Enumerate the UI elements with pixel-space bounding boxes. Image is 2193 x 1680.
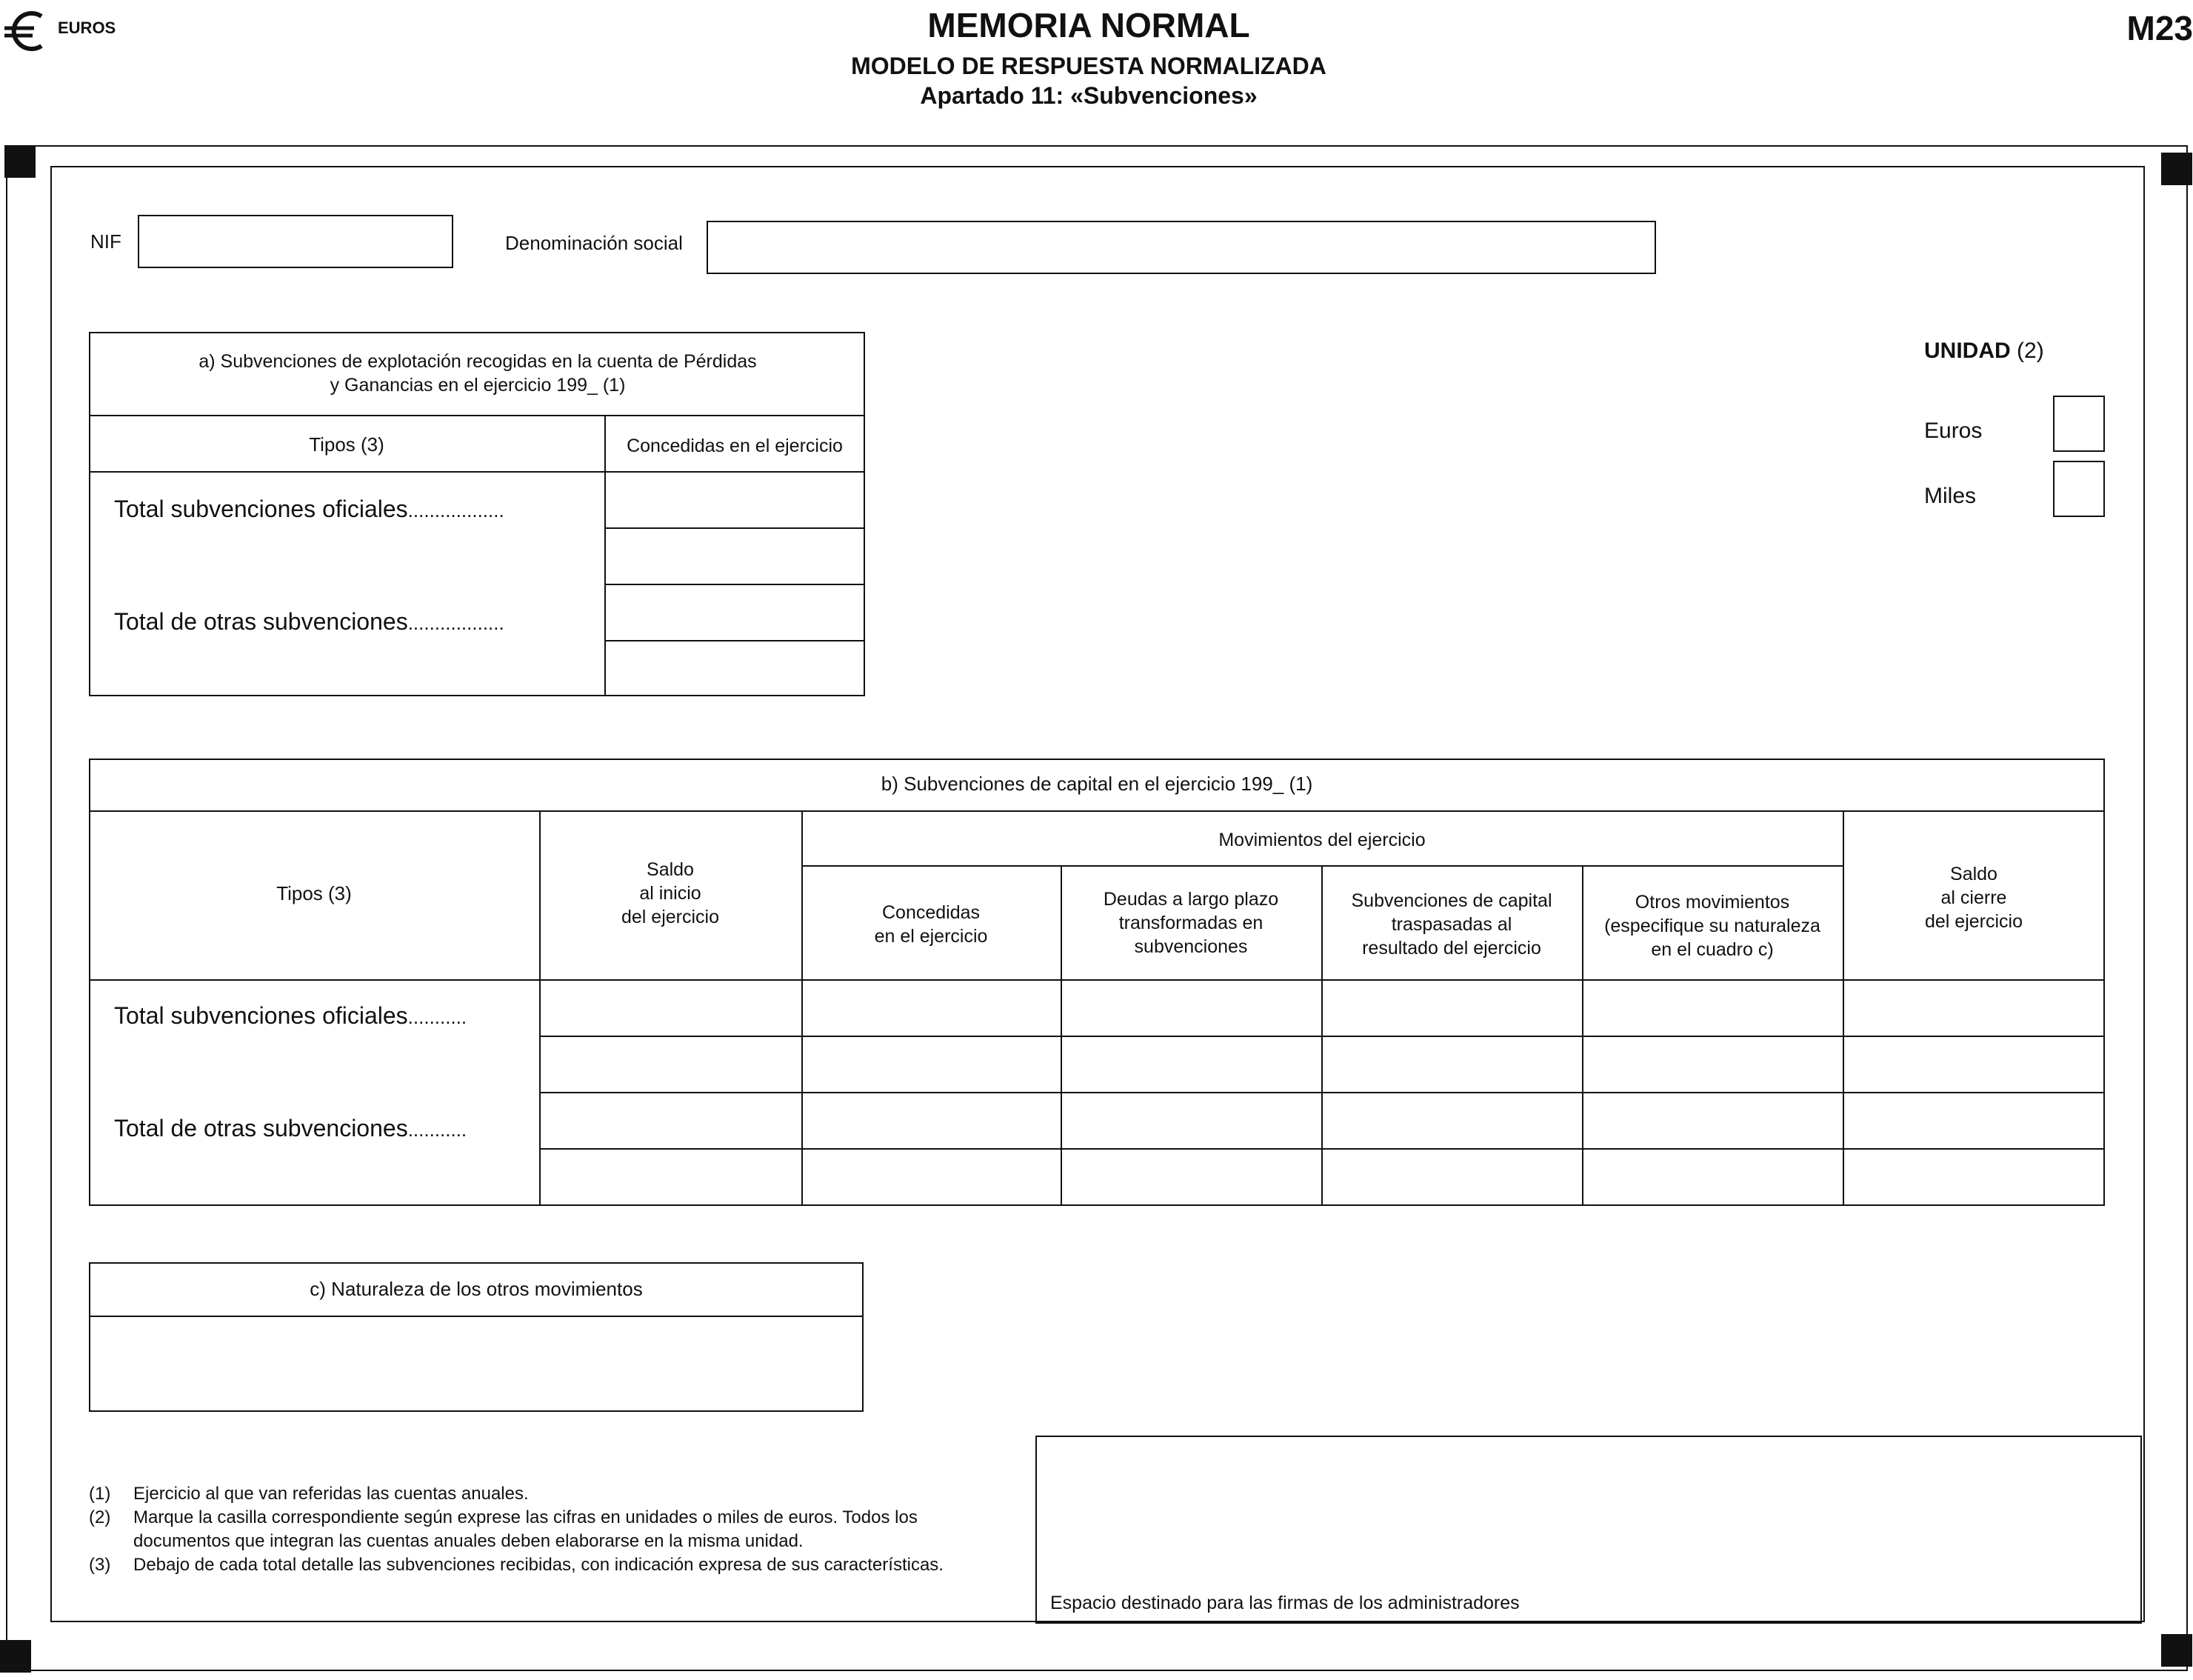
section-b-col-traspasadas xyxy=(1323,889,1581,960)
footnote-2-num: (2) xyxy=(89,1507,111,1527)
section-a-col-tipos: Tipos (3) xyxy=(309,433,384,456)
section-b-input-otros-oficiales-1[interactable] xyxy=(1583,981,1843,1036)
section-b-input-deudas-otras-2[interactable] xyxy=(1062,1150,1321,1206)
registration-mark-tl xyxy=(4,145,36,178)
section-b-col-otros xyxy=(1583,890,1841,961)
footnote-3-text: Debajo de cada total detalle las subvenciones recibidas, con indicación expresa de sus características. xyxy=(133,1555,944,1575)
nif-label: NIF xyxy=(90,230,121,253)
registration-mark-tr xyxy=(2161,153,2192,185)
registration-mark-br xyxy=(2161,1634,2192,1667)
section-b-input-concedidas-oficiales-2[interactable] xyxy=(803,1037,1061,1092)
header-line: (especifique su naturaleza xyxy=(1604,916,1820,936)
leader-dots: .................. xyxy=(407,612,504,634)
section-b-col-saldo-inicio xyxy=(541,858,800,929)
section-a-input-otras-1[interactable] xyxy=(606,585,864,640)
leader-dots: ........... xyxy=(407,1119,467,1141)
section-heading: Apartado 11: «Subvenciones» xyxy=(920,82,1258,109)
leader-dots: ........... xyxy=(407,1006,467,1028)
section-b-input-deudas-oficiales-2[interactable] xyxy=(1062,1037,1321,1092)
section-b-movimientos-header: Movimientos del ejercicio xyxy=(1218,830,1426,850)
header-line: resultado del ejercicio xyxy=(1362,938,1541,959)
section-c-title: c) Naturaleza de los otros movimientos xyxy=(310,1278,643,1300)
nif-field[interactable] xyxy=(138,215,453,268)
header-line: Subvenciones de capital xyxy=(1351,890,1552,911)
header-line: en el cuadro c) xyxy=(1651,939,1774,960)
unidad-title xyxy=(1924,339,2044,363)
header-line: Deudas a largo plazo xyxy=(1103,889,1279,910)
unidad-euros-label: Euros xyxy=(1924,419,1983,443)
signature-label: Espacio destinado para las firmas de los administradores xyxy=(1050,1593,1520,1613)
footnote-1-text: Ejercicio al que van referidas las cuentas anuales. xyxy=(133,1484,529,1504)
section-b-input-saldo-cierre-otras-1[interactable] xyxy=(1844,1093,2105,1148)
section-a-row-oficiales-label: Total subvenciones oficiales xyxy=(114,496,408,522)
section-b-input-concedidas-oficiales-1[interactable] xyxy=(803,981,1061,1036)
section-a-row-oficiales xyxy=(114,495,504,524)
euro-icon xyxy=(4,9,50,53)
section-b-input-otros-otras-1[interactable] xyxy=(1583,1093,1843,1148)
section-b-col-saldo-cierre xyxy=(1844,862,2103,933)
section-b-row-otras xyxy=(114,1114,467,1144)
footnote-2-text: Marque la casilla correspondiente según exprese las cifras en unidades o miles de euros. Todos los xyxy=(133,1507,918,1527)
header-line: Concedidas xyxy=(881,902,981,923)
section-b-input-deudas-otras-1[interactable] xyxy=(1062,1093,1321,1148)
currency-label: EUROS xyxy=(58,19,116,37)
header-line: al inicio xyxy=(639,883,701,904)
section-b-input-traspasadas-otras-2[interactable] xyxy=(1323,1150,1582,1206)
section-a-row-otras xyxy=(114,607,504,637)
section-b-row-otras-label: Total de otras subvenciones xyxy=(114,1115,408,1141)
section-b-input-saldo-inicio-oficiales-1[interactable] xyxy=(542,981,801,1036)
section-b-col-tipos: Tipos (3) xyxy=(276,882,352,904)
denominacion-label: Denominación social xyxy=(505,232,683,254)
section-b-row-oficiales xyxy=(114,1001,467,1031)
section-b-input-deudas-oficiales-1[interactable] xyxy=(1062,981,1321,1036)
header-line: del ejercicio xyxy=(1924,911,2023,932)
section-b-input-otros-oficiales-2[interactable] xyxy=(1583,1037,1843,1092)
unidad-euros-checkbox[interactable] xyxy=(2053,396,2105,452)
model-code: M23 xyxy=(2126,9,2193,47)
section-b-input-saldo-inicio-otras-2[interactable] xyxy=(542,1150,801,1206)
header-line: Otros movimientos xyxy=(1635,892,1790,913)
section-a-title-line1: a) Subvenciones de explotación recogidas en la cuenta de Pérdidas xyxy=(198,351,757,372)
section-b-input-saldo-cierre-oficiales-2[interactable] xyxy=(1844,1037,2105,1092)
header-line: al cierre xyxy=(1940,887,2007,908)
section-b-col-concedidas xyxy=(803,901,1059,948)
section-a-input-oficiales-2[interactable] xyxy=(606,529,864,584)
header-line: subvenciones xyxy=(1134,936,1248,957)
section-b-input-saldo-cierre-otras-2[interactable] xyxy=(1844,1150,2105,1206)
header-line: traspasadas al xyxy=(1391,914,1512,935)
header-line: del ejercicio xyxy=(621,907,719,927)
section-b-col-deudas xyxy=(1062,887,1320,959)
section-b-input-otros-otras-2[interactable] xyxy=(1583,1150,1843,1206)
registration-mark-bl xyxy=(0,1640,31,1673)
unidad-miles-label: Miles xyxy=(1924,484,1977,508)
leader-dots: .................. xyxy=(407,499,504,521)
page-title: MEMORIA NORMAL xyxy=(927,6,1250,44)
header-line: Saldo xyxy=(647,859,694,880)
unidad-miles-checkbox[interactable] xyxy=(2053,461,2105,517)
header-line: en el ejercicio xyxy=(874,926,988,947)
denominacion-field[interactable] xyxy=(707,221,1656,274)
section-b-title: b) Subvenciones de capital en el ejercicio 199_ (1) xyxy=(881,773,1313,795)
header-line: transformadas en xyxy=(1118,913,1264,933)
section-a-input-otras-2[interactable] xyxy=(606,641,864,696)
section-b-input-traspasadas-oficiales-2[interactable] xyxy=(1323,1037,1582,1092)
page-subtitle: MODELO DE RESPUESTA NORMALIZADA xyxy=(851,53,1326,79)
section-b-input-concedidas-otras-2[interactable] xyxy=(803,1150,1061,1206)
section-b-row-oficiales-label: Total subvenciones oficiales xyxy=(114,1002,408,1029)
footnote-1-num: (1) xyxy=(89,1484,111,1504)
unidad-title-ref: (2) xyxy=(2017,339,2044,363)
section-b-input-saldo-cierre-oficiales-1[interactable] xyxy=(1844,981,2105,1036)
section-b-input-saldo-inicio-oficiales-2[interactable] xyxy=(542,1037,801,1092)
section-b-input-traspasadas-otras-1[interactable] xyxy=(1323,1093,1582,1148)
footnote-3-num: (3) xyxy=(89,1555,111,1575)
section-b-input-concedidas-otras-1[interactable] xyxy=(803,1093,1061,1148)
footnote-2b-text: documentos que integran las cuentas anuales deben elaborarse en la misma unidad. xyxy=(133,1531,804,1551)
section-c-input[interactable] xyxy=(90,1317,862,1410)
section-b-input-traspasadas-oficiales-1[interactable] xyxy=(1323,981,1582,1036)
section-b-input-saldo-inicio-otras-1[interactable] xyxy=(542,1093,801,1148)
section-a-title-line2: y Ganancias en el ejercicio 199_ (1) xyxy=(330,375,626,396)
section-a-col-concedidas: Concedidas en el ejercicio xyxy=(627,436,843,456)
header-line: Saldo xyxy=(1950,864,1997,884)
unidad-title-text: UNIDAD xyxy=(1924,339,2011,363)
section-a-row-otras-label: Total de otras subvenciones xyxy=(114,608,408,635)
section-a-input-oficiales-1[interactable] xyxy=(606,473,864,527)
